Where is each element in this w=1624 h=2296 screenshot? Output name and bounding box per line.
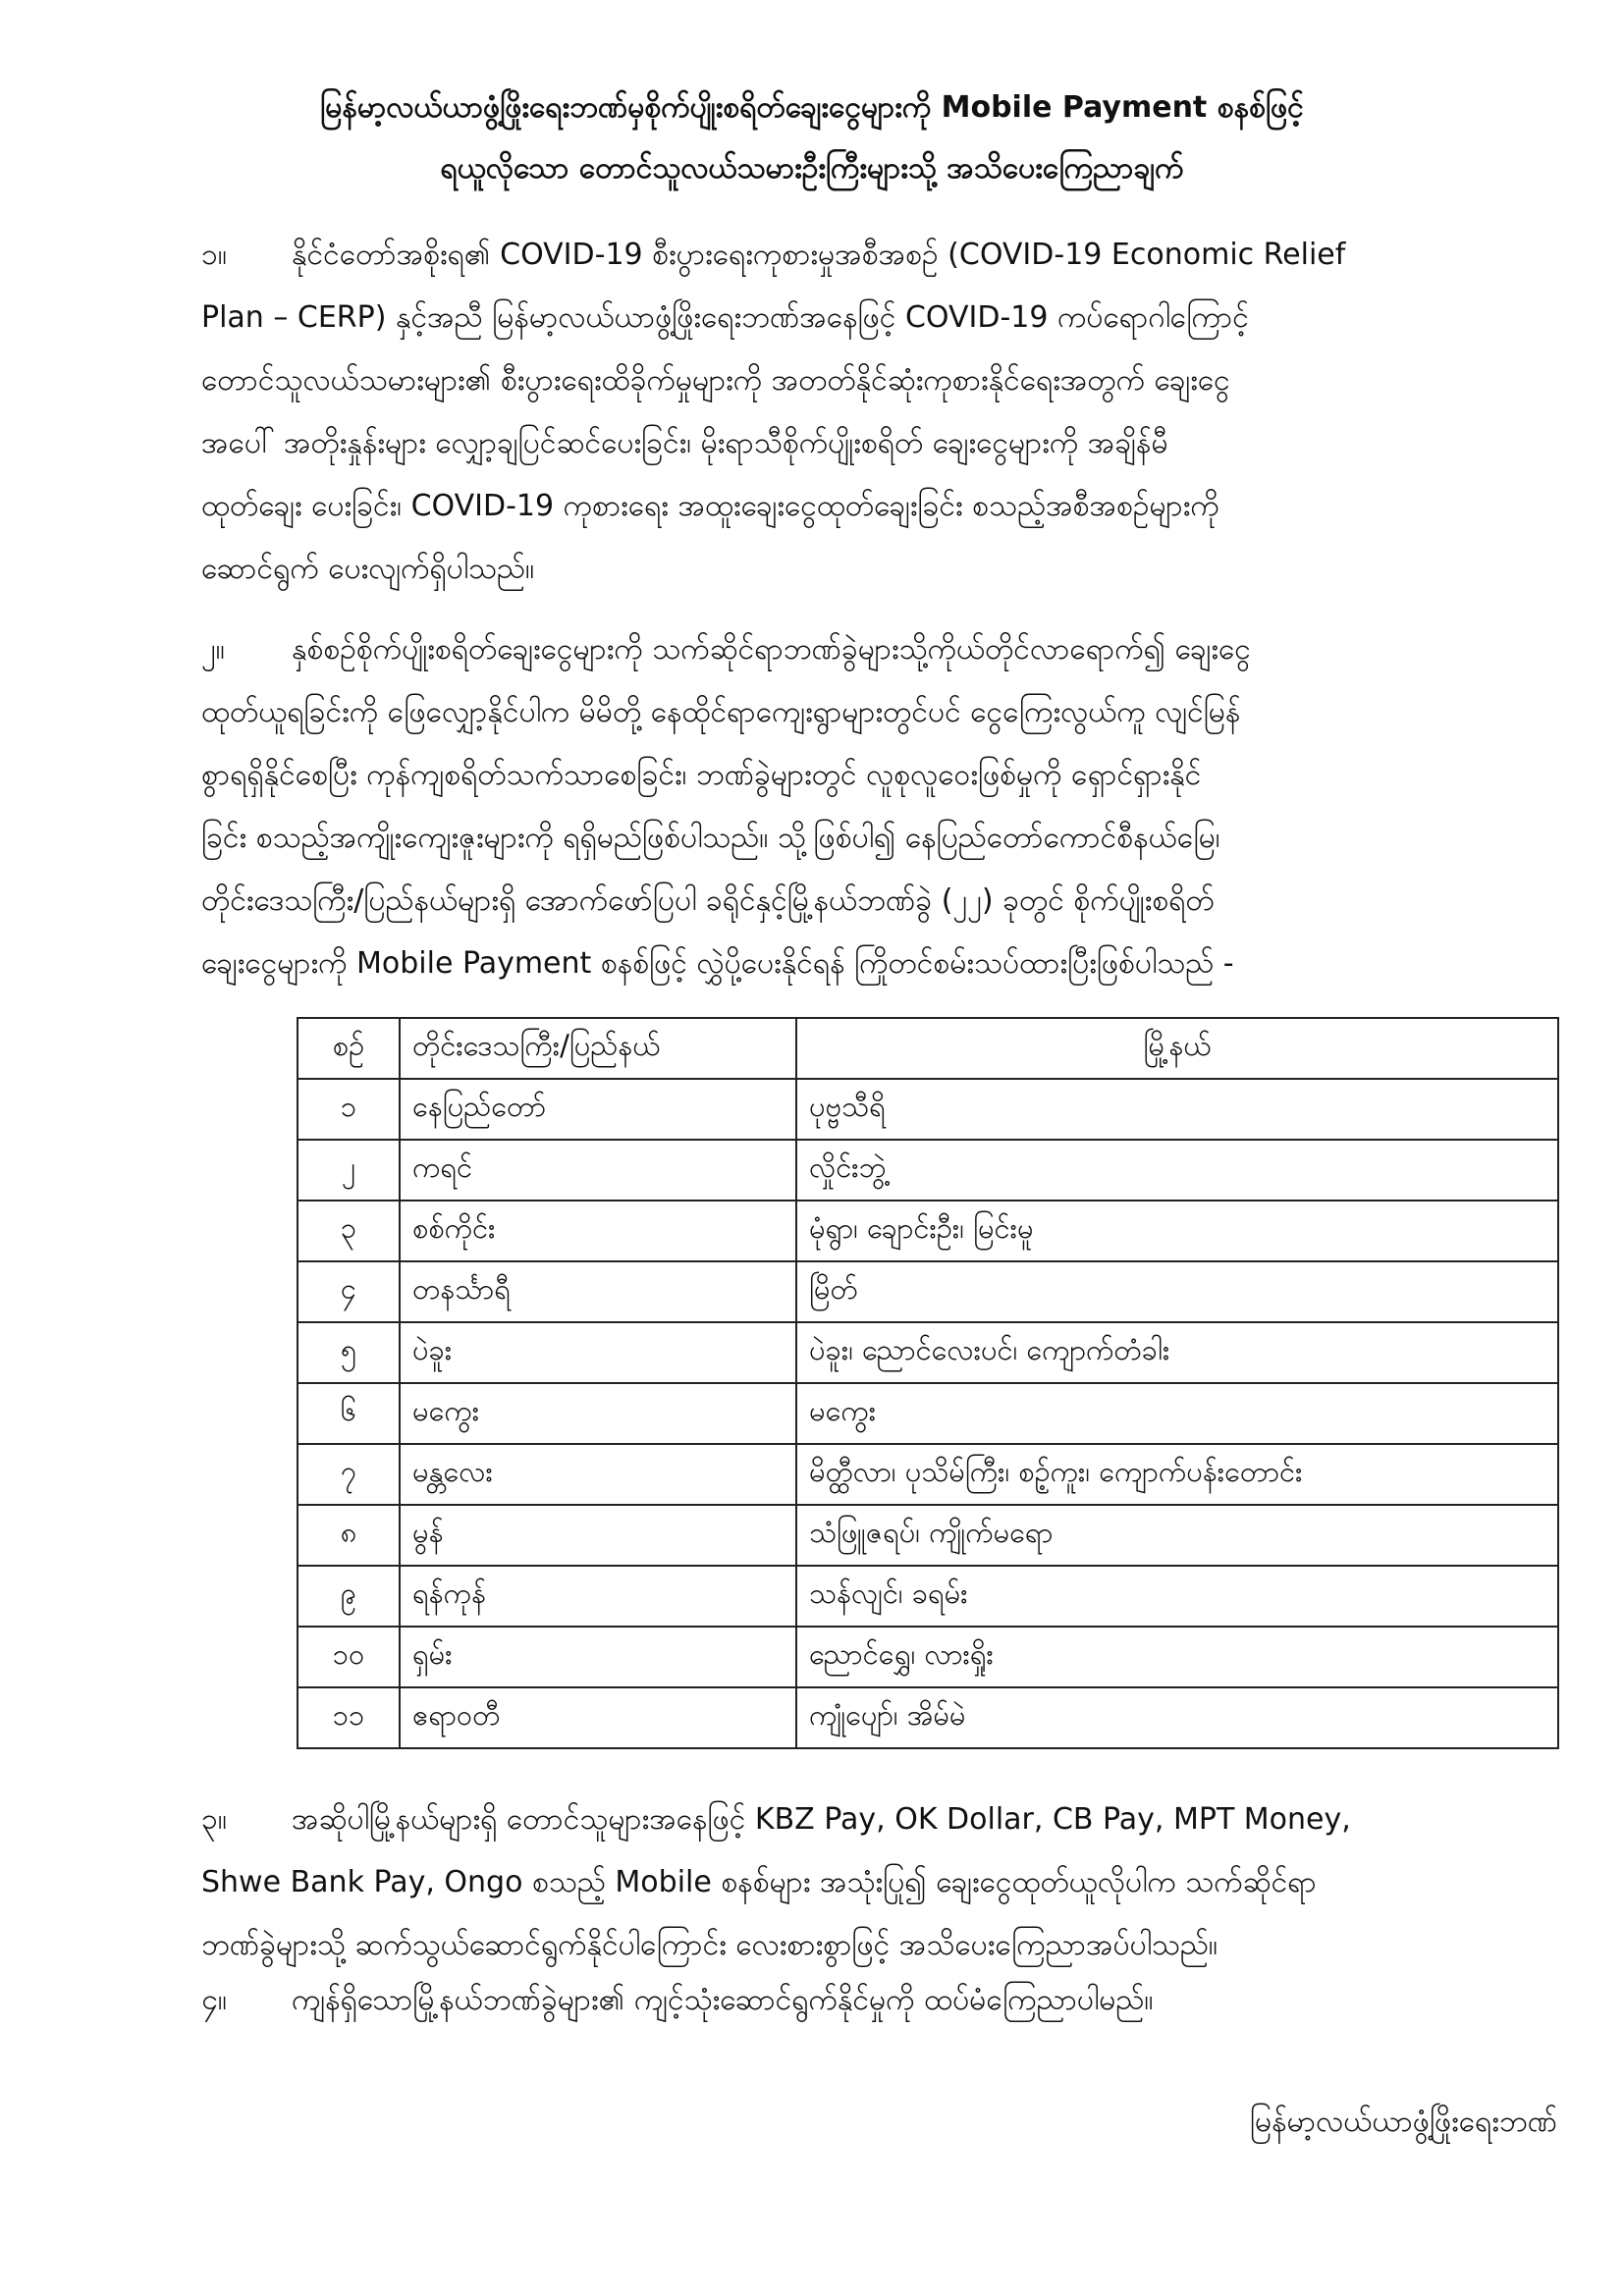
cell-township: မြိတ် xyxy=(796,1261,1558,1322)
table-row xyxy=(298,1322,1558,1383)
title-line-1: မြန်မာ့လယ်ယာဖွံ့ဖြိုးရေးဘဏ်မှစိုက်ပျိုးစရိတ်ချေးငွေများကို Mobile Payment စနစ်ဖြင့် xyxy=(320,90,1304,125)
cell-serial: ၁ xyxy=(298,1079,400,1140)
cell-serial: ၉ xyxy=(298,1566,400,1627)
table-row xyxy=(298,1566,1558,1627)
paragraph-line: ဆောင်ရွက် ပေးလျက်ရှိပါသည်။ xyxy=(201,552,535,586)
paragraph-number: ၄။ xyxy=(201,1983,227,2017)
paragraph-1 xyxy=(201,224,1556,601)
cell-serial: ၁၀ xyxy=(298,1627,400,1687)
cell-township: မိတ္ထီလာ၊ ပုသိမ်ကြီး၊ စဉ့်ကူး၊ ကျောက်ပန်းတောင်း xyxy=(796,1444,1558,1505)
title-line-2: ရယူလိုသော တောင်သူလယ်သမားဦးကြီးများသို့ အသိပေးကြေညာချက် xyxy=(440,151,1184,186)
paragraph-line: ထုတ်ယူရခြင်းကို ဖြေလျှော့နိုင်ပါက မိမိတို့ နေထိုင်ရာကျေးရွာများတွင်ပင် ငွေကြေးလွယ်ကူ လျင်မြန် xyxy=(201,695,1241,729)
paragraph-4 xyxy=(201,1969,1556,2032)
paragraph-line: ၁။ နိုင်ငံတော်အစိုးရ၏ COVID-19 စီးပွားရေးကုစားမှုအစီအစဉ် (COVID-19 Economic Relief xyxy=(201,224,1556,287)
header-region: တိုင်းဒေသကြီး/ပြည်နယ် xyxy=(400,1018,796,1079)
paragraph-number: ၂။ xyxy=(201,632,225,667)
paragraph-line: ချေးငွေများကို Mobile Payment စနစ်ဖြင့် လွှဲပို့ပေးနိုင်ရန် ကြိုတင်စမ်းသပ်ထားပြီးဖြစ်ပါသည် - xyxy=(201,946,1234,981)
table-row xyxy=(298,1505,1558,1566)
paragraph-line: တိုင်းဒေသကြီး/ပြည်နယ်များရှိ အောက်ဖော်ပြပါ ခရိုင်နှင့်မြို့နယ်ဘဏ်ခွဲ (၂၂) ခုတွင် စိုက်ပျိုးစရိတ် xyxy=(201,883,1215,918)
table-row xyxy=(298,1079,1558,1140)
cell-region: ရှမ်း xyxy=(400,1627,796,1687)
cell-township: မုံရွာ၊ ချောင်းဦး၊ မြင်းမူ xyxy=(796,1201,1558,1261)
branch-table xyxy=(297,1017,1559,1749)
table-row xyxy=(298,1687,1558,1748)
table-row xyxy=(298,1444,1558,1505)
header-township: မြို့နယ် xyxy=(796,1018,1558,1079)
paragraph-line: Plan – CERP) နှင့်အညီ မြန်မာ့လယ်ယာဖွံ့ဖြိုးရေးဘဏ်အနေဖြင့် COVID-19 ကပ်ရောဂါကြောင့် xyxy=(201,300,1249,335)
issuer-signature: မြန်မာ့လယ်ယာဖွံ့ဖြိုးရေးဘဏ် xyxy=(1249,2105,1557,2139)
cell-township: ပဲခူး၊ ညောင်လေးပင်၊ ကျောက်တံခါး xyxy=(796,1322,1558,1383)
cell-region: ရန်ကုန် xyxy=(400,1566,796,1627)
paragraph-line: အပေါ် အတိုးနှုန်းများ လျှော့ချပြင်ဆင်ပေးခြင်း၊ မိုးရာသီစိုက်ပျိုးစရိတ် ချေးငွေများကို အချိန်မီ xyxy=(201,426,1168,460)
paragraph-number: ၃။ xyxy=(201,1802,227,1837)
table-row xyxy=(298,1383,1558,1444)
paragraph-2 xyxy=(201,618,1556,995)
paragraph-line: Shwe Bank Pay, Ongo စသည့် Mobile စနစ်များ အသုံးပြု၍ ချေးငွေထုတ်ယူလိုပါက သက်ဆိုင်ရာ xyxy=(201,1865,1317,1899)
cell-township: သန်လျင်၊ ခရမ်း xyxy=(796,1566,1558,1627)
cell-region: ဧရာဝတီ xyxy=(400,1687,796,1748)
cell-region: စစ်ကိုင်း xyxy=(400,1201,796,1261)
paragraph-line: ၃။ အဆိုပါမြို့နယ်များရှိ တောင်သူများအနေဖြင့် KBZ Pay, OK Dollar, CB Pay, MPT Money, xyxy=(201,1789,1556,1851)
cell-region: မွန် xyxy=(400,1505,796,1566)
paragraph-number: ၁။ xyxy=(201,238,227,272)
cell-region: မကွေး xyxy=(400,1383,796,1444)
table-row xyxy=(298,1140,1558,1201)
cell-serial: ၆ xyxy=(298,1383,400,1444)
paragraph-line: ခြင်း စသည့်အကျိုးကျေးဇူးများကို ရရှိမည်ဖြစ်ပါသည်။ သို့ဖြစ်ပါ၍ နေပြည်တော်ကောင်စီနယ်မြေ၊ xyxy=(201,821,1220,855)
cell-serial: ၈ xyxy=(298,1505,400,1566)
cell-region: တနင်္သာရီ xyxy=(400,1261,796,1322)
paragraph-line: ၄။ ကျန်ရှိသောမြို့နယ်ဘဏ်ခွဲများ၏ ကျင့်သုံးဆောင်ရွက်နိုင်မှုကို ထပ်မံကြေညာပါမည်။ xyxy=(201,1969,1556,2032)
table-row xyxy=(298,1261,1558,1322)
table-header-row xyxy=(298,1018,1558,1079)
cell-serial: ၇ xyxy=(298,1444,400,1505)
cell-serial: ၅ xyxy=(298,1322,400,1383)
header-serial: စဉ် xyxy=(298,1018,400,1079)
paragraph-3 xyxy=(201,1789,1556,1977)
cell-serial: ၁၁ xyxy=(298,1687,400,1748)
paragraph-line: စွာရရှိနိုင်စေပြီး ကုန်ကျစရိတ်သက်သာစေခြင်း၊ ဘဏ်ခွဲများတွင် လူစုလူဝေးဖြစ်မှုကို ရှောင်ရှားနိုင် xyxy=(201,758,1202,792)
cell-region: နေပြည်တော် xyxy=(400,1079,796,1140)
cell-township: မကွေး xyxy=(796,1383,1558,1444)
cell-region: ပဲခူး xyxy=(400,1322,796,1383)
table-row xyxy=(298,1627,1558,1687)
cell-township: ညောင်ရွှေ၊ လားရှိုး xyxy=(796,1627,1558,1687)
cell-township: ပုဗ္ဗသီရိ xyxy=(796,1079,1558,1140)
paragraph-line: တောင်သူလယ်သမားများ၏ စီးပွားရေးထိခိုက်မှုများကို အတတ်နိုင်ဆုံးကုစားနိုင်ရေးအတွက် ချေးငွေ xyxy=(201,363,1230,398)
cell-serial: ၃ xyxy=(298,1201,400,1261)
cell-serial: ၂ xyxy=(298,1140,400,1201)
table-row xyxy=(298,1201,1558,1261)
cell-serial: ၄ xyxy=(298,1261,400,1322)
cell-region: မန္တလေး xyxy=(400,1444,796,1505)
cell-region: ကရင် xyxy=(400,1140,796,1201)
cell-township: လှိုင်းဘွဲ့ xyxy=(796,1140,1558,1201)
cell-township: သံဖြူဇရပ်၊ ကျိုက်မရော xyxy=(796,1505,1558,1566)
paragraph-line: ၂။ နှစ်စဉ်စိုက်ပျိုးစရိတ်ချေးငွေများကို သက်ဆိုင်ရာဘဏ်ခွဲများသို့ကိုယ်တိုင်လာရောက်၍ ချေးငွေ xyxy=(201,618,1556,681)
cell-township: ကျုံပျော်၊ အိမ်မဲ xyxy=(796,1687,1558,1748)
paragraph-line: ဘဏ်ခွဲများသို့ ဆက်သွယ်ဆောင်ရွက်နိုင်ပါကြောင်း လေးစားစွာဖြင့် အသိပေးကြေညာအပ်ပါသည်။ xyxy=(201,1928,1218,1962)
paragraph-line: ထုတ်ချေး ပေးခြင်း၊ COVID-19 ကုစားရေး အထူးချေးငွေထုတ်ချေးခြင်း စသည့်အစီအစဉ်များကို xyxy=(201,489,1219,523)
